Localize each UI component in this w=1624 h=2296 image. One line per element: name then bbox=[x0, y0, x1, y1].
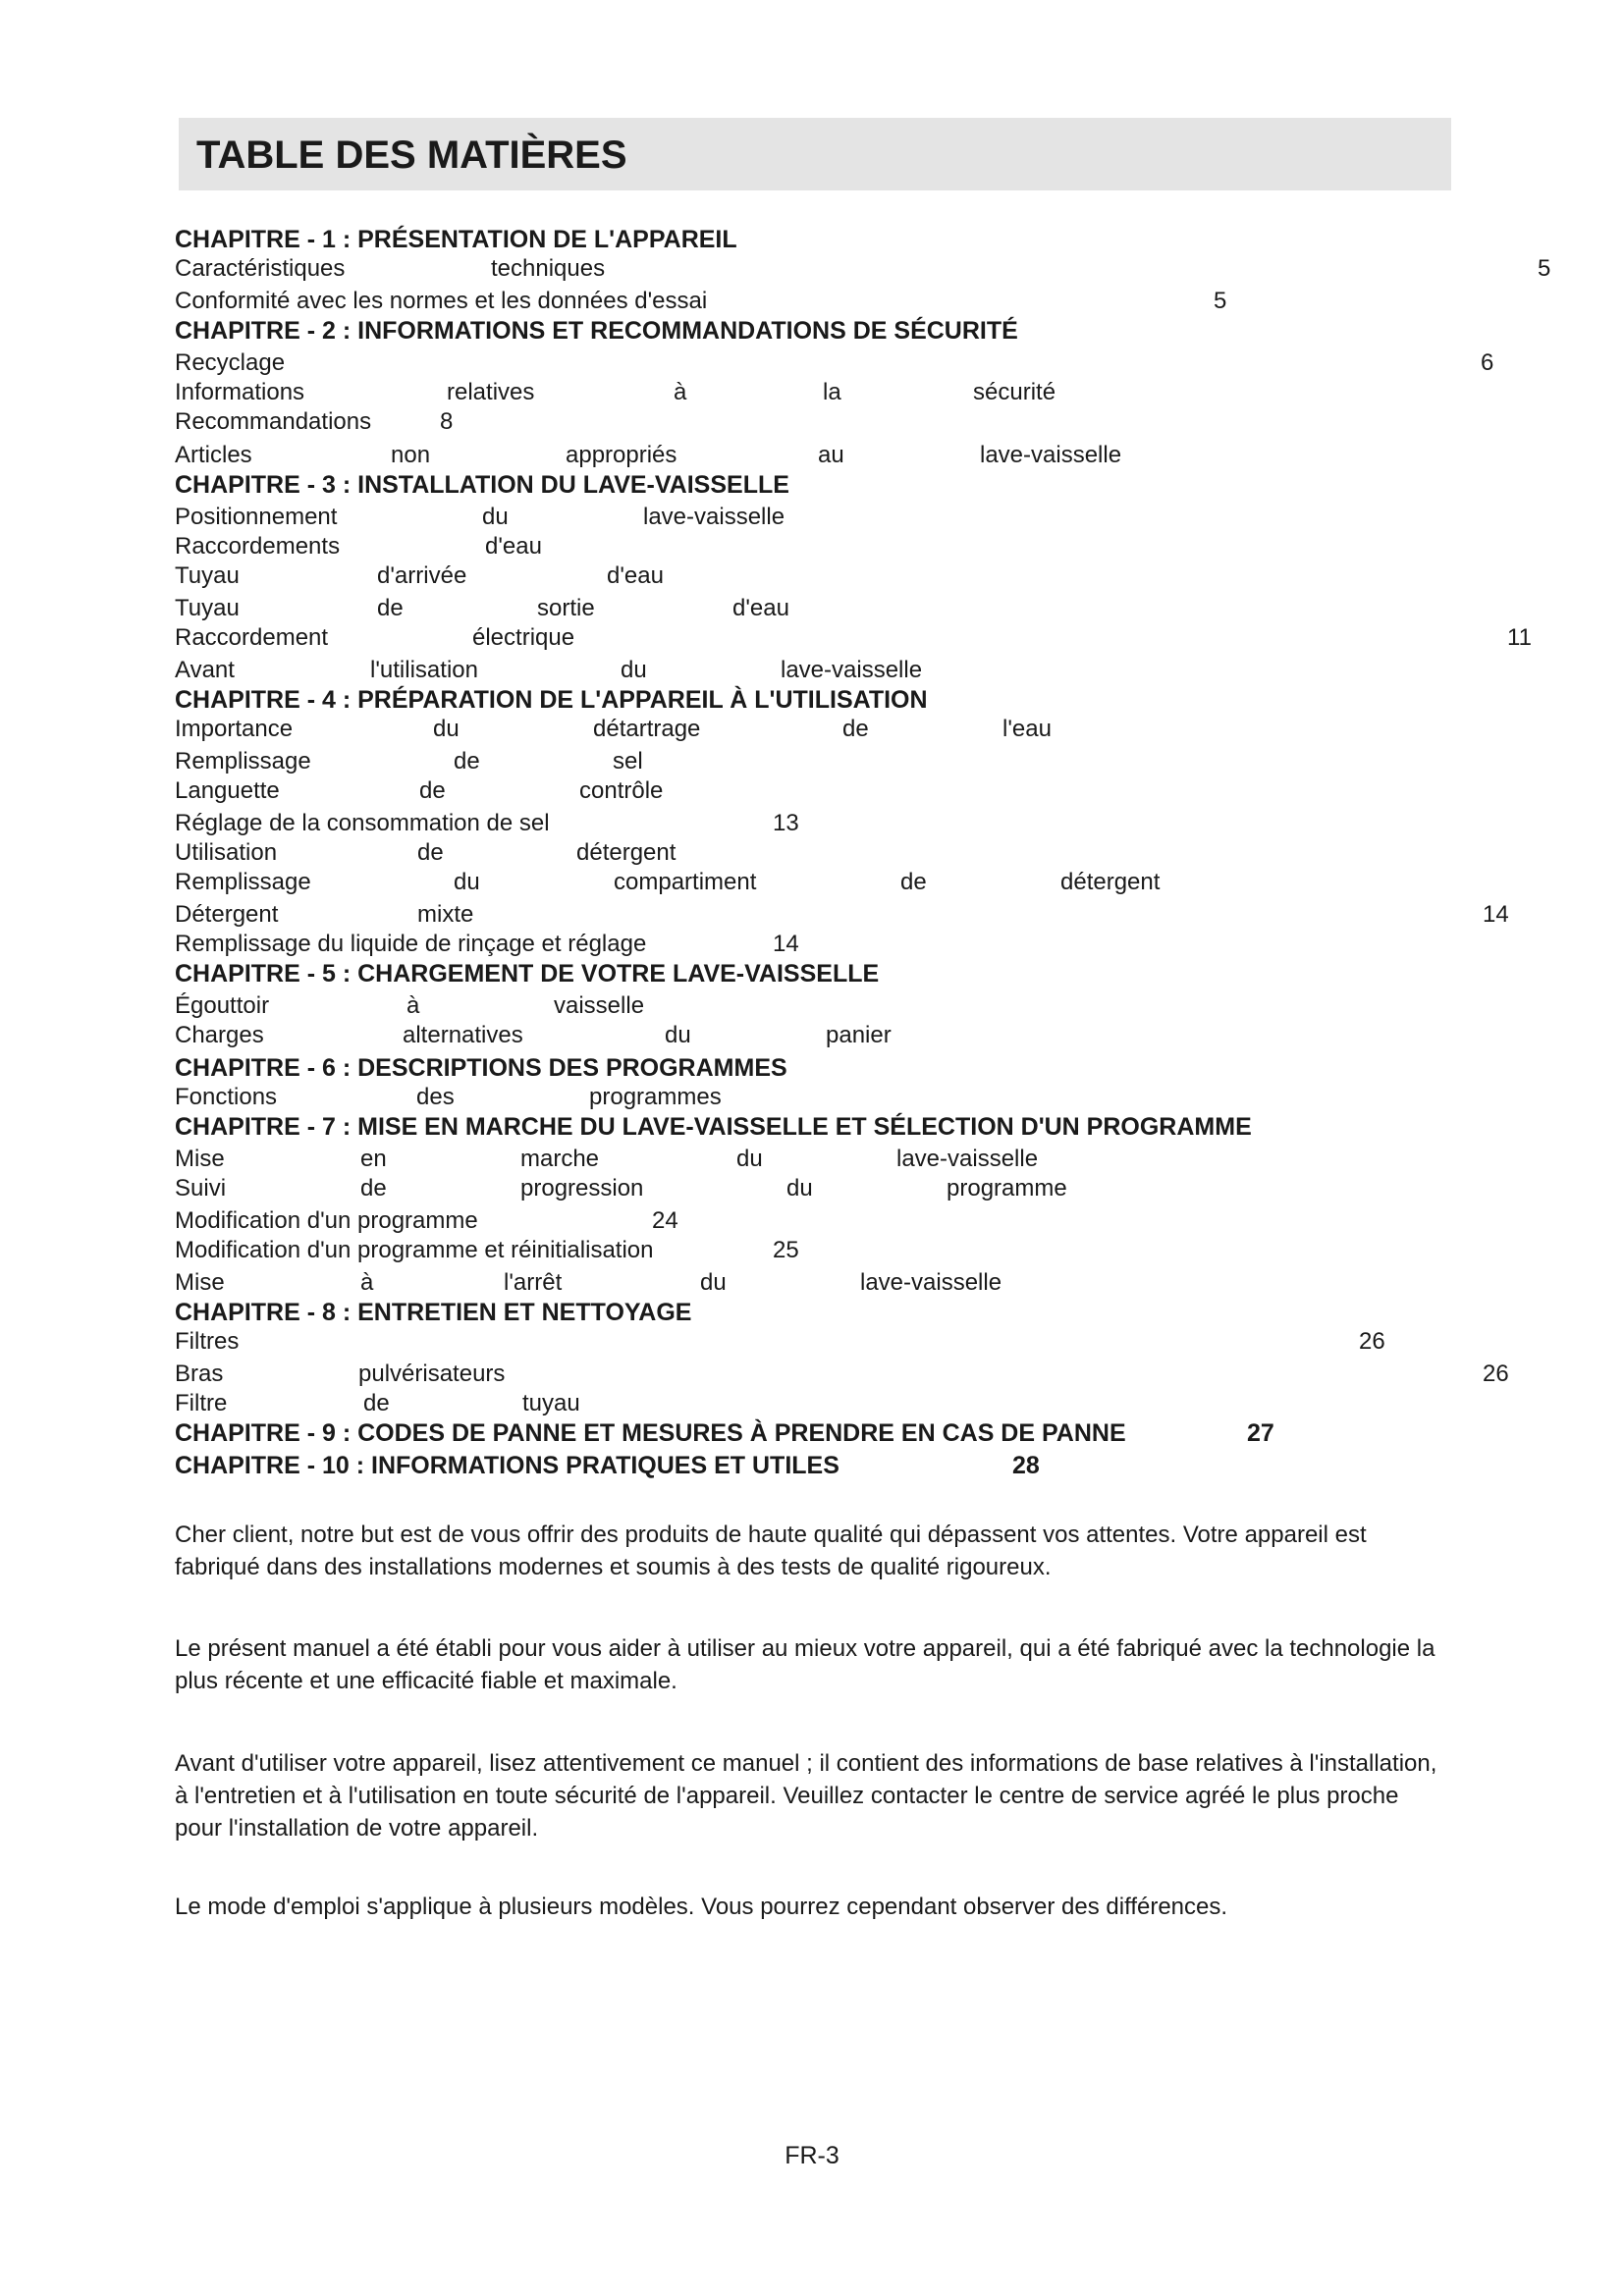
chapter-4-heading[interactable]: CHAPITRE - 4 : PRÉPARATION DE L'APPAREIL À L'UTILISATION bbox=[175, 686, 928, 714]
page-number: 13 bbox=[773, 810, 799, 836]
toc-entry[interactable]: Fonctions des programmes bbox=[175, 1084, 722, 1110]
toc-entry[interactable]: Recyclage 6 bbox=[175, 349, 1494, 376]
chapter-5-heading[interactable]: CHAPITRE - 5 : CHARGEMENT DE VOTRE LAVE-VAISSELLE bbox=[175, 960, 880, 988]
chapter-1-heading[interactable]: CHAPITRE - 1 : PRÉSENTATION DE L'APPAREIL bbox=[175, 226, 737, 253]
toc-entry[interactable]: Remplissage du liquide de rinçage et réglage 14 bbox=[175, 931, 799, 957]
toc-entry[interactable]: Remplissage du compartiment de détergent bbox=[175, 869, 1161, 895]
toc-entry[interactable]: Utilisation de détergent bbox=[175, 839, 677, 866]
page-footer: FR-3 bbox=[785, 2142, 839, 2169]
page-number: 26 bbox=[1483, 1361, 1509, 1387]
toc-entry[interactable]: Modification d'un programme 24 bbox=[175, 1207, 678, 1234]
toc-entry[interactable]: Conformité avec les normes et les données d'essai 5 bbox=[175, 288, 1227, 314]
toc-entry[interactable]: Mise en marche du lave-vaisselle bbox=[175, 1146, 1039, 1172]
intro-paragraph-4: Le mode d'emploi s'applique à plusieurs modèles. Vous pourrez cependant observer des différences. bbox=[175, 1894, 1228, 1920]
intro-paragraph-3: Avant d'utiliser votre appareil, lisez attentivement ce manuel ; il contient des informations de base relatives à l'installation, à l'entretien et à l'utilisation en toute sécurité de l'appareil. Veuillez contacter le centre de service agréé le plus proche pour l'installation de votre appareil. bbox=[175, 1750, 1437, 1842]
chapter-10-heading[interactable]: CHAPITRE - 10 : INFORMATIONS PRATIQUES ET UTILES 28 bbox=[175, 1452, 1040, 1479]
toc-entry[interactable]: Tuyau d'arrivée d'eau bbox=[175, 562, 664, 589]
toc-entry[interactable]: Suivi de progression du programme bbox=[175, 1175, 1067, 1201]
chapter-8-heading[interactable]: CHAPITRE - 8 : ENTRETIEN ET NETTOYAGE bbox=[175, 1299, 692, 1326]
page-number: 11 bbox=[1507, 624, 1532, 651]
toc-entry[interactable]: Filtres 26 bbox=[175, 1328, 1385, 1355]
toc-entry[interactable]: Recommandations 8 bbox=[175, 408, 454, 435]
page-number: 14 bbox=[1483, 901, 1509, 928]
page-number: 25 bbox=[773, 1237, 799, 1263]
page-number: 27 bbox=[1247, 1419, 1274, 1447]
intro-paragraph-2: Le présent manuel a été établi pour vous aider à utiliser au mieux votre appareil, qui a été fabriqué avec la technologie la plus récente et une efficacité fiable et maximale. bbox=[175, 1635, 1435, 1694]
toc-entry[interactable]: Égouttoir à vaisselle bbox=[175, 992, 645, 1019]
toc-entry[interactable]: Positionnement du lave-vaisselle bbox=[175, 504, 785, 530]
toc-entry[interactable]: Raccordements d'eau bbox=[175, 533, 542, 560]
toc-entry[interactable]: Remplissage de sel bbox=[175, 748, 643, 774]
chapter-9-heading[interactable]: CHAPITRE - 9 : CODES DE PANNE ET MESURES À PRENDRE EN CAS DE PANNE 27 bbox=[175, 1419, 1274, 1447]
toc-entry[interactable]: Avant l'utilisation du lave-vaisselle bbox=[175, 657, 923, 683]
chapter-2-heading[interactable]: CHAPITRE - 2 : INFORMATIONS ET RECOMMANDATIONS DE SÉCURITÉ bbox=[175, 317, 1018, 345]
page-number: 28 bbox=[1012, 1452, 1040, 1479]
page-number: 26 bbox=[1359, 1328, 1385, 1355]
chapter-3-heading[interactable]: CHAPITRE - 3 : INSTALLATION DU LAVE-VAISSELLE bbox=[175, 471, 789, 499]
page-number: 5 bbox=[1538, 255, 1551, 282]
toc-entry[interactable]: Réglage de la consommation de sel 13 bbox=[175, 810, 799, 836]
toc-entry[interactable]: Filtre de tuyau bbox=[175, 1390, 580, 1416]
toc-entry[interactable]: Articles non appropriés au lave-vaisselle bbox=[175, 442, 1122, 468]
page-number: 14 bbox=[773, 931, 799, 957]
toc-entry[interactable]: Importance du détartrage de l'eau bbox=[175, 716, 1052, 742]
intro-paragraph-1: Cher client, notre but est de vous offrir des produits de haute qualité qui dépassent vos attentes. Votre appareil est fabriqué dans des installations modernes et soumis à des tests de qualité rigoureux. bbox=[175, 1522, 1367, 1580]
page-number: 6 bbox=[1481, 349, 1494, 376]
toc-entry[interactable]: Charges alternatives du panier bbox=[175, 1022, 892, 1048]
page-number: 5 bbox=[1214, 288, 1227, 314]
page-number: 8 bbox=[440, 408, 454, 435]
toc-entry[interactable]: Raccordement électrique 11 bbox=[175, 624, 1532, 651]
page-title: TABLE DES MATIÈRES bbox=[196, 133, 627, 177]
chapter-7-heading[interactable]: CHAPITRE - 7 : MISE EN MARCHE DU LAVE-VAISSELLE ET SÉLECTION D'UN PROGRAMME bbox=[175, 1113, 1252, 1141]
toc-entry[interactable]: Languette de contrôle bbox=[175, 777, 664, 804]
toc-entry[interactable]: Mise à l'arrêt du lave-vaisselle bbox=[175, 1269, 1002, 1296]
toc-entry[interactable]: Tuyau de sortie d'eau bbox=[175, 595, 789, 621]
chapter-6-heading[interactable]: CHAPITRE - 6 : DESCRIPTIONS DES PROGRAMMES bbox=[175, 1054, 787, 1082]
toc-entry[interactable]: Modification d'un programme et réinitialisation 25 bbox=[175, 1237, 799, 1263]
toc-entry[interactable]: Informations relatives à la sécurité bbox=[175, 379, 1056, 405]
toc-entry[interactable]: Bras pulvérisateurs 26 bbox=[175, 1361, 1509, 1387]
toc-entry[interactable]: Caractéristiques techniques 5 bbox=[175, 255, 1551, 282]
page-number: 24 bbox=[652, 1207, 678, 1234]
toc-entry[interactable]: Détergent mixte 14 bbox=[175, 901, 1509, 928]
